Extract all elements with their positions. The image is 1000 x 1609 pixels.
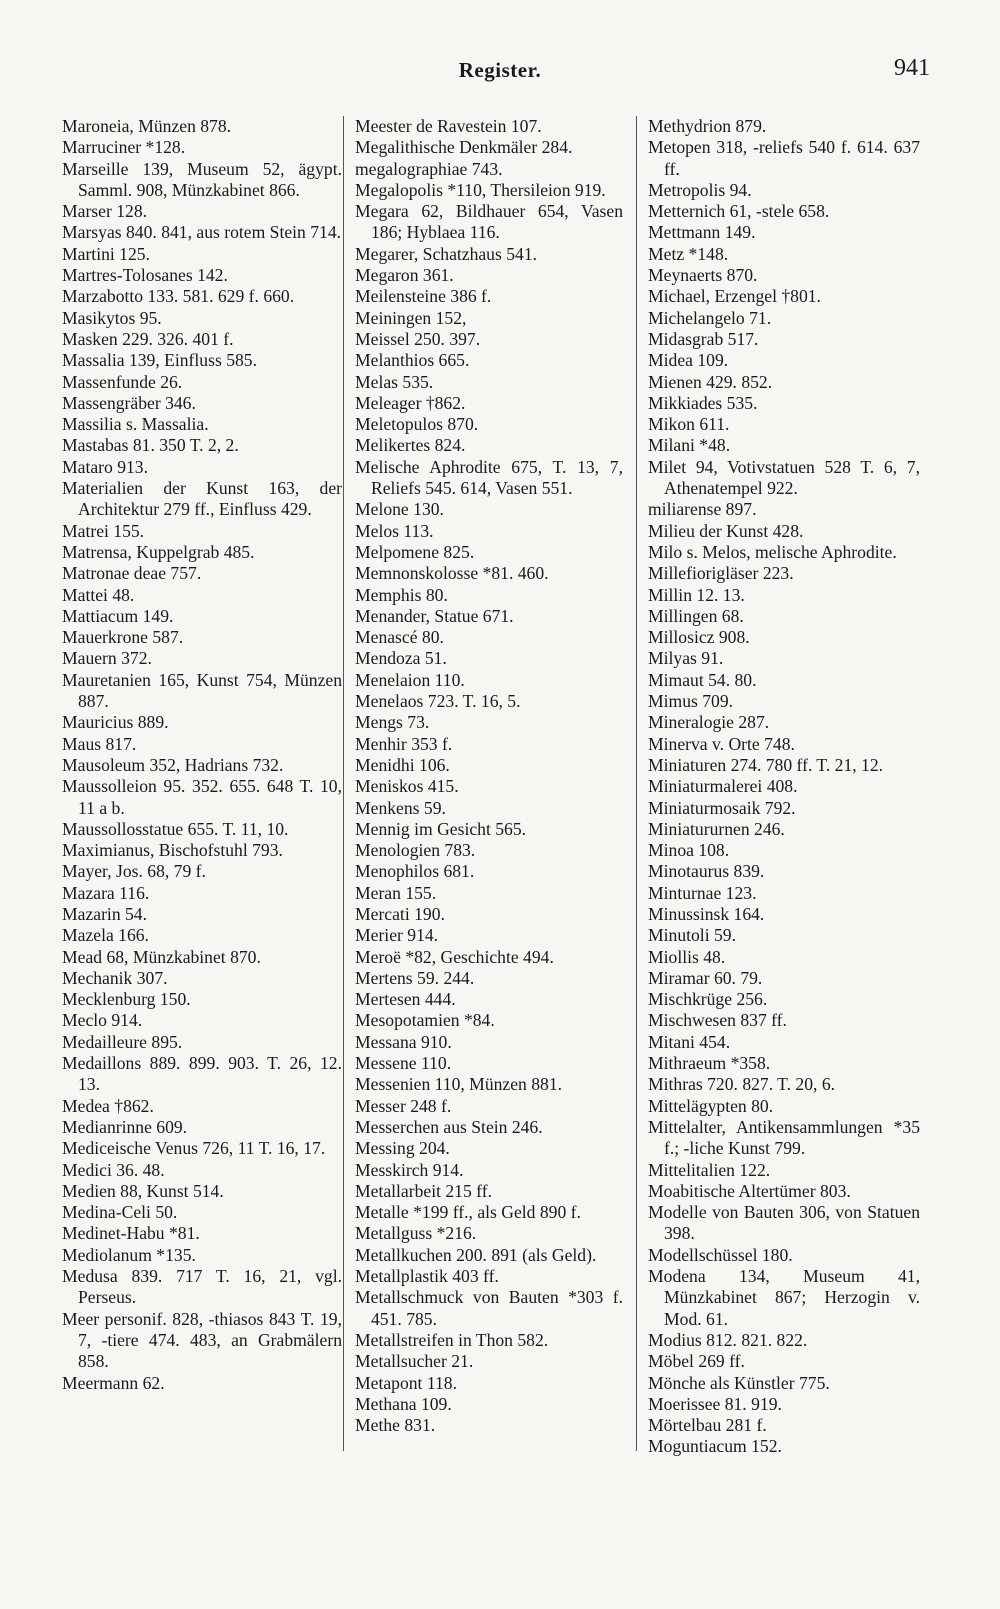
index-entry: Metallguss *216. (355, 1223, 477, 1244)
index-entry: Mauretanien 165, Kunst 754, Münzen 887. (62, 669, 342, 712)
index-entry: Moguntiacum 152. (648, 1436, 782, 1457)
index-entry: Melische Aphrodite 675, T. 13, 7, Reliefs 545. 614, Vasen 551. (355, 456, 623, 499)
index-entry: Mazela 166. (62, 925, 149, 946)
index-entry: Milo s. Melos, melische Aphrodite. (648, 541, 897, 562)
index-entry: Menander, Statue 671. (355, 605, 514, 626)
index-entry: Mikkiades 535. (648, 392, 758, 413)
index-entry: Medea †862. (62, 1095, 154, 1116)
index-entry: Menelaion 110. (355, 669, 465, 690)
index-entry: megalographiae 743. (355, 158, 503, 179)
index-entry: Megarer, Schatzhaus 541. (355, 243, 538, 264)
index-entry: Michelangelo 71. (648, 307, 772, 328)
index-entry: Martres-Tolosanes 142. (62, 265, 228, 286)
index-entry: Midea 109. (648, 350, 729, 371)
index-entry: Messenien 110, Münzen 881. (355, 1074, 563, 1095)
index-entry: Matrei 155. (62, 520, 145, 541)
index-entry: Mithraeum *358. (648, 1053, 771, 1074)
index-entry: Melone 130. (355, 499, 444, 520)
index-entry: Miollis 48. (648, 946, 726, 967)
index-entry: Mattei 48. (62, 584, 135, 605)
index-entry: Mauern 372. (62, 648, 152, 669)
index-entry: Massengräber 346. (62, 392, 196, 413)
index-entry: Milyas 91. (648, 648, 724, 669)
index-entry: Menhir 353 f. (355, 733, 453, 754)
index-entry: Minutoli 59. (648, 925, 736, 946)
index-entry: Mörtelbau 281 f. (648, 1415, 767, 1436)
index-entry: Metternich 61, -stele 658. (648, 201, 830, 222)
index-entry: Mausoleum 352, Hadrians 732. (62, 754, 284, 775)
index-entry: Mead 68, Münzkabinet 870. (62, 946, 261, 967)
index-entry: Meissel 250. 397. (355, 328, 481, 349)
index-entry: Massenfunde 26. (62, 371, 183, 392)
index-entry: Medina-Celi 50. (62, 1202, 178, 1223)
index-entry: Meynaerts 870. (648, 265, 758, 286)
index-entry: Mechanik 307. (62, 967, 168, 988)
index-entry: Megaron 361. (355, 265, 454, 286)
index-entry: Metallkuchen 200. 891 (als Geld). (355, 1244, 597, 1265)
index-entry: Mittelitalien 122. (648, 1159, 771, 1180)
index-entry: Millingen 68. (648, 605, 744, 626)
index-entry: Mertesen 444. (355, 989, 456, 1010)
index-entry: Mittelalter, Antikensammlungen *35 f.; -liche Kunst 799. (648, 1116, 920, 1159)
index-entry: Messing 204. (355, 1138, 450, 1159)
index-entry: Menkens 59. (355, 797, 446, 818)
register-columns (58, 116, 958, 1556)
index-entry: Menophilos 681. (355, 861, 475, 882)
index-entry: Martini 125. (62, 243, 150, 264)
index-entry: Milet 94, Votivstatuen 528 T. 6, 7, Athenatempel 922. (648, 456, 920, 499)
index-entry: Meiningen 152, (355, 307, 467, 328)
index-entry: Messana 910. (355, 1031, 452, 1052)
index-entry: Metalle *199 ff., als Geld 890 f. (355, 1202, 581, 1223)
register-column-2 (355, 116, 623, 1556)
index-entry: Möbel 269 ff. (648, 1351, 745, 1372)
index-entry: Memnonskolosse *81. 460. (355, 563, 549, 584)
index-entry: Mischkrüge 256. (648, 989, 768, 1010)
index-entry: Mesopotamien *84. (355, 1010, 495, 1031)
index-entry: Metallarbeit 215 ff. (355, 1180, 492, 1201)
index-entry: Miniatururnen 246. (648, 818, 785, 839)
index-entry: Metallsucher 21. (355, 1351, 474, 1372)
index-entry: Meletopulos 870. (355, 414, 479, 435)
index-entry: Megara 62, Bildhauer 654, Vasen 186; Hyblaea 116. (355, 201, 623, 243)
index-entry: Meermann 62. (62, 1372, 165, 1393)
page-number: 941 (894, 55, 930, 81)
index-entry: Metapont 118. (355, 1372, 457, 1393)
index-entry: Modellschüssel 180. (648, 1244, 793, 1265)
index-entry: Methe 831. (355, 1415, 436, 1436)
index-entry: Medien 88, Kunst 514. (62, 1180, 224, 1201)
index-entry: Metallschmuck von Bauten *303 f. 451. 785. (355, 1287, 623, 1329)
index-entry: Meilensteine 386 f. (355, 286, 492, 307)
index-entry: Mecklenburg 150. (62, 989, 191, 1010)
index-entry: Marsyas 840. 841, aus rotem Stein 714. (62, 222, 342, 243)
index-entry: Methana 109. (355, 1393, 452, 1414)
index-entry: Meester de Ravestein 107. (355, 116, 542, 136)
index-entry: Marruciner *128. (62, 137, 186, 158)
index-entry: Menelaos 723. T. 16, 5. (355, 691, 521, 712)
index-entry: Medaillons 889. 899. 903. T. 26, 12. 13. (62, 1053, 342, 1095)
index-entry: Mazarin 54. (62, 903, 148, 924)
index-entry: Mimus 709. (648, 691, 734, 712)
index-entry: Megalopolis *110, Thersileion 919. (355, 179, 606, 200)
index-entry: Mauerkrone 587. (62, 627, 184, 648)
index-entry: Miramar 60. 79. (648, 967, 763, 988)
index-entry: Mimaut 54. 80. (648, 669, 757, 690)
index-entry: Milieu der Kunst 428. (648, 520, 804, 541)
index-entry: Maussollosstatue 655. T. 11, 10. (62, 818, 289, 839)
index-entry: Mastabas 81. 350 T. 2, 2. (62, 435, 239, 456)
index-entry: Meclo 914. (62, 1010, 143, 1031)
index-entry: Mauricius 889. (62, 712, 169, 733)
index-entry: Millefiorigläser 223. (648, 563, 794, 584)
index-entry: Metopen 318, -reliefs 540 f. 614. 637 ff. (648, 137, 920, 179)
index-entry: Mattiacum 149. (62, 605, 174, 626)
index-entry: Minturnae 123. (648, 882, 757, 903)
index-entry: Melpomene 825. (355, 541, 475, 562)
index-entry: Materialien der Kunst 163, der Architektur 279 ff., Einfluss 429. (62, 478, 342, 520)
index-entry: Masken 229. 326. 401 f. (62, 328, 234, 349)
index-entry: Moabitische Altertümer 803. (648, 1180, 851, 1201)
index-entry: Michael, Erzengel †801. (648, 286, 821, 307)
index-entry: Marser 128. (62, 201, 148, 222)
index-entry: Minotaurus 839. (648, 861, 765, 882)
index-entry: Medailleure 895. (62, 1031, 183, 1052)
index-entry: Mittelägypten 80. (648, 1095, 774, 1116)
index-entry: Maroneia, Münzen 878. (62, 116, 232, 136)
index-entry: Medianrinne 609. (62, 1116, 188, 1137)
index-entry: Megalithische Denkmäler 284. (355, 137, 573, 158)
index-entry: Meniskos 415. (355, 776, 459, 797)
index-entry: Medinet-Habu *81. (62, 1223, 200, 1244)
page-header-title: Register. (458, 58, 542, 82)
index-entry: Messer 248 f. (355, 1095, 452, 1116)
index-entry: Minoa 108. (648, 840, 730, 861)
column-divider (636, 116, 637, 1451)
index-entry: Minerva v. Orte 748. (648, 733, 795, 754)
column-divider (343, 116, 344, 1451)
index-entry: Massilia s. Massalia. (62, 414, 209, 435)
index-entry: Mataro 913. (62, 456, 148, 477)
index-entry: Maussolleion 95. 352. 655. 648 T. 10, 11 a b. (62, 776, 342, 818)
index-entry: Massalia 139, Einfluss 585. (62, 350, 257, 371)
index-entry: Messkirch 914. (355, 1159, 464, 1180)
index-entry: Millosicz 908. (648, 627, 750, 648)
index-entry: Menidhi 106. (355, 754, 450, 775)
index-entry: Metropolis 94. (648, 179, 752, 200)
index-entry: Mienen 429. 852. (648, 371, 773, 392)
index-entry: Minussinsk 164. (648, 903, 765, 924)
index-entry: Mikon 611. (648, 414, 730, 435)
index-entry: Mazara 116. (62, 882, 150, 903)
index-entry: Melos 113. (355, 520, 434, 541)
index-entry: Mönche als Künstler 775. (648, 1372, 830, 1393)
index-entry: Mediolanum *135. (62, 1244, 196, 1265)
index-entry: Modius 812. 821. 822. (648, 1329, 808, 1350)
index-entry: Methydrion 879. (648, 116, 767, 136)
index-entry: Metallplastik 403 ff. (355, 1266, 499, 1287)
index-entry: Modelle von Bauten 306, von Statuen 398. (648, 1202, 920, 1244)
index-entry: Mengs 73. (355, 712, 430, 733)
index-entry: Millin 12. 13. (648, 584, 745, 605)
index-entry: Menologien 783. (355, 840, 476, 861)
index-entry: Menascé 80. (355, 627, 444, 648)
index-entry: Mineralogie 287. (648, 712, 770, 733)
index-entry: Mettmann 149. (648, 222, 756, 243)
index-entry: Maus 817. (62, 733, 137, 754)
index-entry: Messene 110. (355, 1053, 452, 1074)
index-entry: Mithras 720. 827. T. 20, 6. (648, 1074, 836, 1095)
index-entry: Mennig im Gesicht 565. (355, 818, 527, 839)
index-entry: Memphis 80. (355, 584, 448, 605)
index-entry: Mischwesen 837 ff. (648, 1010, 787, 1031)
index-entry: Melikertes 824. (355, 435, 466, 456)
index-entry: Moerissee 81. 919. (648, 1393, 782, 1414)
index-entry: Mercati 190. (355, 903, 445, 924)
index-entry: Marseille 139, Museum 52, ägypt. Samml. 908, Münzkabinet 866. (62, 158, 342, 200)
index-entry: Miniaturmalerei 408. (648, 776, 798, 797)
index-entry: Metallstreifen in Thon 582. (355, 1329, 549, 1350)
index-entry: Miniaturen 274. 780 ff. T. 21, 12. (648, 754, 884, 775)
index-entry: Mayer, Jos. 68, 79 f. (62, 861, 206, 882)
index-entry: Miniaturmosaik 792. (648, 797, 796, 818)
index-entry: Meleager †862. (355, 392, 466, 413)
index-entry: Marzabotto 133. 581. 629 f. 660. (62, 286, 295, 307)
index-entry: Mertens 59. 244. (355, 967, 475, 988)
register-column-1 (62, 116, 342, 1556)
index-entry: Metz *148. (648, 243, 729, 264)
index-entry: Meer personif. 828, -thiasos 843 T. 19, 7, -tiere 474. 483, an Grabmälern 858. (62, 1308, 342, 1372)
index-entry: miliarense 897. (648, 499, 757, 520)
index-entry: Milani *48. (648, 435, 731, 456)
index-entry: Modena 134, Museum 41, Münzkabinet 867; Herzogin v. Mod. 61. (648, 1266, 920, 1329)
index-entry: Medici 36. 48. (62, 1159, 165, 1180)
index-entry: Matronae deae 757. (62, 563, 202, 584)
index-entry: Masikytos 95. (62, 307, 162, 328)
index-entry: Meroë *82, Geschichte 494. (355, 946, 554, 967)
index-entry: Midasgrab 517. (648, 328, 759, 349)
index-entry: Mediceische Venus 726, 11 T. 16, 17. (62, 1138, 326, 1159)
index-entry: Meran 155. (355, 882, 437, 903)
index-entry: Melanthios 665. (355, 350, 470, 371)
index-entry: Medusa 839. 717 T. 16, 21, vgl. Perseus. (62, 1266, 342, 1308)
index-entry: Matrensa, Kuppelgrab 485. (62, 541, 255, 562)
index-entry: Messerchen aus Stein 246. (355, 1116, 543, 1137)
register-column-3 (648, 116, 920, 1556)
index-entry: Merier 914. (355, 925, 439, 946)
index-entry: Maximianus, Bischofstuhl 793. (62, 840, 283, 861)
index-entry: Mendoza 51. (355, 648, 447, 669)
index-entry: Mitani 454. (648, 1031, 731, 1052)
index-entry: Melas 535. (355, 371, 434, 392)
